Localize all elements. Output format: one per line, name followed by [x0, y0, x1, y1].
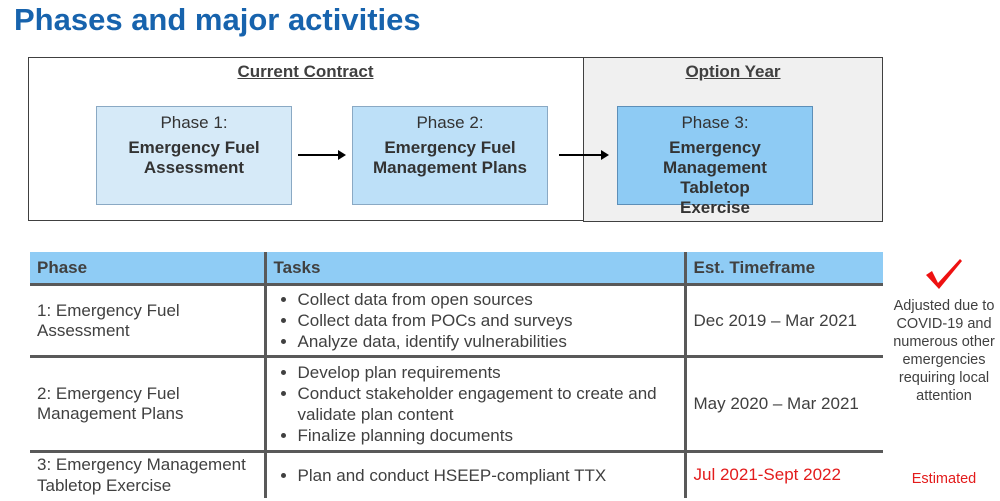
phase-name: Emergency Fuel Management Plans — [373, 138, 527, 177]
phase-1-box — [96, 106, 292, 205]
header-timeframe: Est. Timeframe — [685, 252, 883, 285]
task-item: • Conduct stakeholder engagement to create and validate plan content — [298, 383, 677, 425]
phase-number: Phase 2: — [416, 113, 484, 132]
phases-table — [30, 252, 883, 498]
task-item: • Plan and conduct HSEEP-compliant TTX — [298, 465, 677, 486]
timeframe-cell: Dec 2019 – Mar 2021 — [685, 285, 883, 357]
option-year-label: Option Year — [685, 62, 781, 81]
phase-cell: 1: Emergency Fuel Assessment — [30, 285, 265, 357]
checkmark-icon — [924, 257, 964, 291]
phase-number: Phase 1: — [160, 113, 228, 132]
phase-cell: 2: Emergency Fuel Management Plans — [30, 357, 265, 452]
tasks-cell — [265, 357, 685, 452]
task-item: • Analyze data, identify vulnerabilities — [298, 331, 677, 352]
table-header-row — [30, 252, 883, 285]
adjusted-note: Adjusted due to COVID-19 and numerous other emergencies requiring local attention — [893, 298, 995, 404]
arrow-icon — [298, 154, 344, 156]
current-contract-label: Current Contract — [237, 62, 374, 81]
table-row — [30, 452, 883, 498]
task-item: • Finalize planning documents — [298, 425, 677, 446]
phase-number: Phase 3: — [681, 113, 749, 132]
timeframe-cell: May 2020 – Mar 2021 — [685, 357, 883, 452]
table-row — [30, 285, 883, 357]
task-item: • Collect data from POCs and surveys — [298, 310, 677, 331]
phase-cell: 3: Emergency Management Tabletop Exercise — [37, 455, 246, 496]
task-item: • Develop plan requirements — [298, 362, 677, 383]
timeframe-cell: Jul 2021-Sept 2022 — [685, 452, 883, 498]
tasks-cell — [265, 285, 685, 357]
arrow-icon — [559, 154, 607, 156]
header-phase: Phase — [30, 252, 265, 285]
table-row — [30, 357, 883, 452]
phase-name: Emergency Fuel Assessment — [128, 138, 260, 177]
phase-name: Emergency Management Tabletop Exercise — [663, 138, 767, 217]
phase-2-box — [352, 106, 548, 205]
phase-3-box — [617, 106, 813, 217]
tasks-cell — [265, 452, 685, 498]
header-tasks: Tasks — [265, 252, 685, 285]
estimated-note: Estimated — [911, 471, 977, 487]
task-item: • Collect data from open sources — [298, 289, 677, 310]
page-title: Phases and major activities — [14, 2, 421, 37]
